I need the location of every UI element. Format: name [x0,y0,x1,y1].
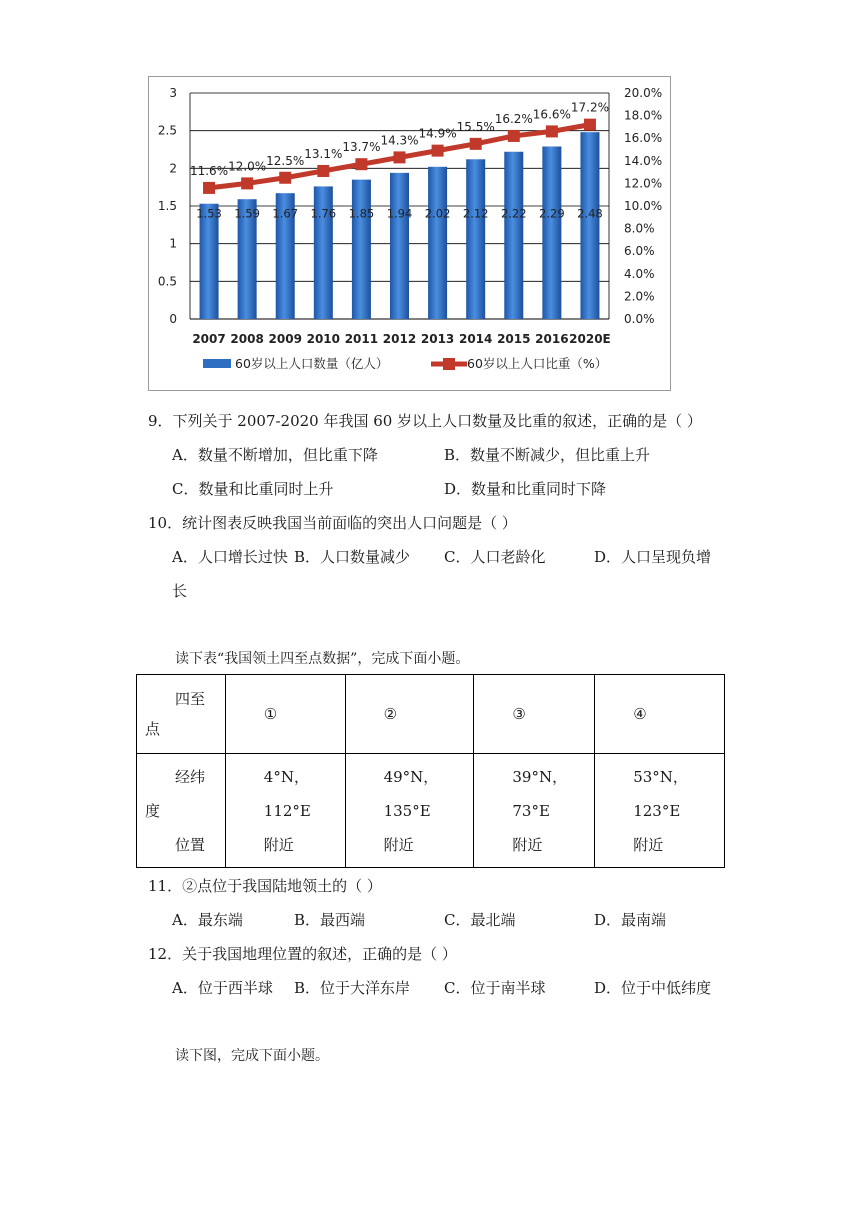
row2-head-line-1: 经纬 [175,767,206,786]
ratio-marker [355,158,367,170]
table-cell-4 [595,754,725,868]
question-12-stem: 12．关于我国地理位置的叙述，正确的是（ ） [148,945,457,963]
row-head-line-1: 四至 [175,690,206,708]
population-chart [148,76,671,391]
right-tick-label: 0.0% [624,312,655,326]
ratio-value-label: 12.5% [266,153,305,168]
question-12-option-a[interactable]: A．位于西半球 [172,979,273,997]
bar-value-label: 1.53 [196,206,222,221]
question-12-option-d[interactable]: D．位于中低纬度 [594,979,712,997]
question-9-option-c[interactable]: C．数量和比重同时上升 [172,480,334,498]
bar-value-label: 1.59 [234,206,260,221]
table-header-row [137,675,725,754]
near-3: 附近 [512,835,543,854]
question-10-option-c[interactable]: C．人口老龄化 [444,548,546,566]
table-data-row [137,754,725,868]
bar-value-label: 2.12 [462,206,489,221]
ratio-value-label: 11.6% [189,163,229,178]
ratio-value-label: 13.7% [342,140,381,155]
bar-value-label: 2.29 [539,206,565,221]
category-label: 2009 [268,332,302,346]
question-12-option-b[interactable]: B．位于大洋东岸 [294,979,411,997]
right-tick-label: 16.0% [624,131,663,146]
table-row-head [137,675,226,754]
right-tick-label: 8.0% [624,221,655,236]
legend-line-label: 60岁以上人口比重（%） [467,356,608,371]
bar-value-label: 1.76 [310,206,337,221]
ratio-value-label: 13.1% [304,146,343,161]
figure-intro: 读下图，完成下面小题。 [175,1048,329,1064]
right-tick-label: 4.0% [624,266,655,281]
table-cell-1 [225,754,345,868]
table-col-4 [595,675,725,754]
table-row-head-2 [137,754,226,868]
ratio-value-label: 16.6% [532,107,571,122]
question-11-stem: 11．②点位于我国陆地领土的（ ） [148,877,382,895]
ratio-value-label: 17.2% [570,100,610,115]
ratio-marker [470,138,482,150]
coord-3: 39°N，73°E [512,767,568,820]
table-cell-2 [345,754,474,868]
table-intro: 读下表“我国领土四至点数据”，完成下面小题。 [175,651,470,667]
ratio-marker [241,177,253,189]
category-label: 2007 [192,332,226,346]
question-9-option-b[interactable]: B．数量不断减少，但比重上升 [444,446,651,464]
right-tick-label: 10.0% [624,199,663,213]
table-col-1 [225,675,345,754]
left-tick-label: 2 [169,161,177,176]
col-3-label: ③ [512,705,526,723]
question-10-stem: 10．统计图表反映我国当前面临的突出人口问题是（ ） [148,514,517,532]
legend-bar-swatch [203,359,231,368]
left-tick-label: 0 [169,312,177,326]
category-label: 2013 [420,332,455,346]
bar [352,180,371,319]
category-label: 2014 [458,332,493,346]
ratio-marker [394,151,406,163]
right-tick-label: 6.0% [624,244,655,259]
ratio-value-label: 12.0% [228,159,267,174]
ratio-marker [546,125,558,137]
left-tick-label: 1.5 [157,199,177,213]
legend-bar-label: 60岁以上人口数量（亿人） [235,356,389,371]
right-tick-label: 18.0% [624,108,663,123]
legend-line-marker [443,358,455,370]
left-tick-label: 3 [169,86,177,100]
bar [580,132,599,319]
category-label: 2015 [497,332,531,346]
left-tick-label: 2.5 [157,123,177,138]
chart-svg [149,77,670,390]
ratio-marker [317,165,329,177]
bar-value-label: 1.94 [386,206,413,221]
coord-1: 4°N，112°E [263,767,311,820]
question-11-option-c[interactable]: C．最北端 [444,911,516,929]
question-12-option-c[interactable]: C．位于南半球 [444,979,546,997]
question-10-option-d-wrap: 长 [172,582,188,600]
bar-value-label: 1.67 [272,206,299,221]
question-11-option-d[interactable]: D．最南端 [594,911,667,929]
category-label: 2008 [230,332,264,346]
question-9-option-a[interactable]: A．数量不断增加，但比重下降 [172,446,378,464]
right-tick-label: 12.0% [624,176,663,191]
ratio-marker [432,145,444,157]
row-head-line-2: 点 [145,720,161,738]
bar-value-label: 2.48 [577,206,603,221]
question-11-option-b[interactable]: B．最西端 [294,911,366,929]
question-10-option-b[interactable]: B．人口数量减少 [294,548,411,566]
question-10-option-a[interactable]: A．人口增长过快 [172,548,288,566]
category-label: 2010 [306,332,341,346]
category-label: 2020E [569,332,611,346]
bar [390,173,409,319]
right-tick-label: 14.0% [624,153,663,168]
near-2: 附近 [383,835,414,854]
col-1-label: ① [263,705,278,723]
near-4: 附近 [633,835,664,854]
left-tick-label: 1 [169,236,177,251]
question-11-option-a[interactable]: A．最东端 [172,911,243,929]
left-tick-label: 0.5 [157,274,177,289]
coord-4: 53°N，123°E [633,767,688,820]
bar [504,152,523,319]
table-col-3 [474,675,595,754]
bar [200,204,219,319]
ratio-value-label: 15.5% [456,119,495,134]
near-1: 附近 [263,835,294,854]
bar [542,146,561,319]
coord-2: 49°N，135°E [383,767,439,820]
bar [466,159,485,319]
table-col-2 [345,675,474,754]
bar-value-label: 1.85 [348,206,375,221]
ratio-marker [584,119,596,131]
category-label: 2016 [535,332,569,346]
ratio-marker [203,182,215,194]
row2-head-line-3: 位置 [175,835,206,854]
category-label: 2012 [382,332,417,346]
ratio-value-label: 14.9% [418,126,457,141]
bar-value-label: 2.22 [500,206,527,221]
question-9-stem: 9．下列关于 2007-2020 年我国 60 岁以上人口数量及比重的叙述，正确的是（ ） [148,412,702,430]
question-10-option-d[interactable]: D．人口呈现负增 [594,548,712,566]
extreme-points-table [136,674,725,868]
ratio-marker [279,172,291,184]
right-tick-label: 2.0% [624,289,655,304]
right-tick-label: 20.0% [624,86,663,100]
table-cell-3 [474,754,595,868]
ratio-value-label: 16.2% [494,111,533,126]
category-label: 2011 [344,332,379,346]
ratio-marker [508,130,520,142]
bar-value-label: 2.02 [424,206,451,221]
col-2-label: ② [383,705,398,723]
question-9-option-d[interactable]: D．数量和比重同时下降 [444,480,607,498]
col-4-label: ④ [633,705,647,723]
row2-head-line-2: 度 [145,801,161,820]
ratio-value-label: 14.3% [380,133,419,148]
bar [428,167,447,319]
